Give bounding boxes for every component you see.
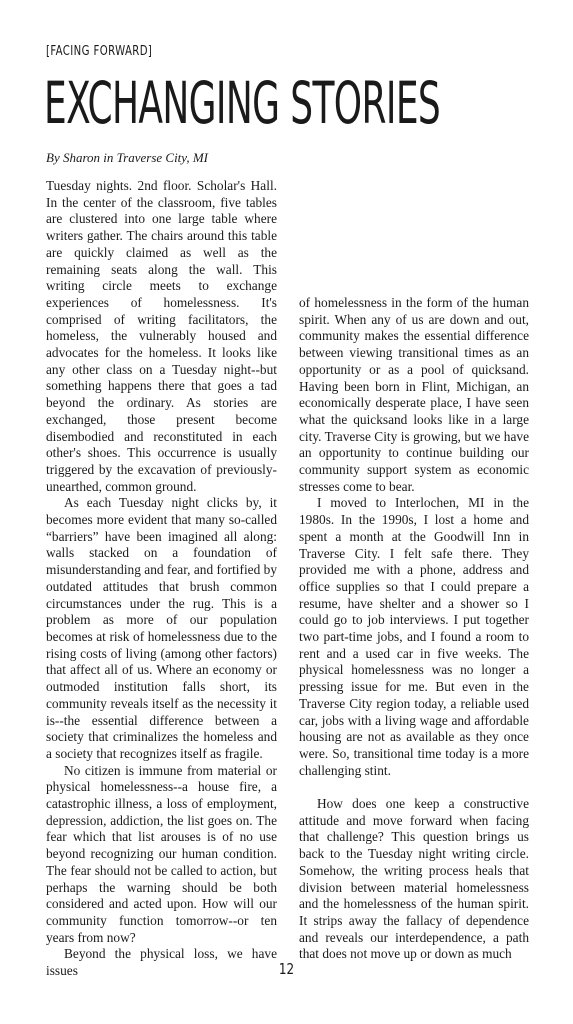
- article-title: EXCHANGING STORIES: [44, 69, 441, 137]
- page-number: 12: [278, 960, 295, 978]
- paragraph: of homelessness in the form of the human spirit. When any of us are down and out, community makes the essential difference between viewing transitional times as an opportunity or as a pool of quicksand. Having been born in Flint, Michigan, an economically desperate place, I have seen what the quicksand looks like in a large city. Traverse City is growing, but we have an opportunity to continue building our community support system as economic stresses come to bear.: [299, 295, 529, 494]
- paragraph: I moved to Interlochen, MI in the 1980s. In the 1990s, I lost a home and spent a month at the Goodwill Inn in Traverse City. I felt safe there. They provided me with a phone, address and office supplies so that I could prepare a resume, have shelter and a shower so I could go to job interviews. I put together two part-time jobs, and I found a room to rent and a used car in five weeks. The physical homelessness was no longer a pressing issue for me. But even in the Traverse City region today, a reliable used car, jobs with a living wage and affordable housing are not as available as they once were. So, transitional time today is a more challenging stint.: [299, 495, 529, 778]
- byline: By Sharon in Traverse City, MI: [46, 150, 209, 165]
- right-column: [299, 295, 529, 963]
- paragraph: As each Tuesday night clicks by, it becomes more evident that many so-called “barriers” have been imagined all along: walls stacked on a foundation of misunderstanding and fear, and fortified by outdated attitudes that brush common circumstances under the rug. This is a problem as more of our population becomes at risk of homelessness due to the rising costs of living (among other factors) that affect all of us. Where an economy or outmoded institution falls short, its community reveals itself as the necessity it is--the essential difference between a society that criminalizes the homeless and a society that recognizes itself as fragile.: [46, 495, 277, 761]
- left-column: [46, 178, 277, 980]
- paragraph: Beyond the physical loss, we have issues: [46, 946, 277, 979]
- paragraph-gap: [299, 779, 529, 796]
- section-kicker: [FACING FORWARD]: [46, 44, 153, 59]
- paragraph: No citizen is immune from material or physical homelessness--a house fire, a catastrophic illness, a loss of employment, depression, addiction, the list goes on. The fear which that list arouses is of no use beyond recognizing our human condition. The fear should not be called to action, but perhaps the warning should be both considered and acted upon. How will our community function tomorrow--or ten years from now?: [46, 762, 277, 945]
- paragraph: Tuesday nights. 2nd floor. Scholar's Hall. In the center of the classroom, five tables are clustered into one large table where writers gather. The chairs around this table are quickly claimed as well as the remaining seats along the wall. This writing circle meets to exchange experiences of homelessness. It's comprised of writing facilitators, the homeless, the vulnerably housed and advocates for the homeless. It looks like any other class on a Tuesday night--but something happens there that goes a tad beyond the ordinary. As stories are exchanged, those present become disembodied and reconstituted in each other's shoes. This occurrence is usually triggered by the excavation of previously-unearthed, common ground.: [46, 178, 277, 494]
- paragraph: How does one keep a constructive attitude and move forward when facing that challenge? This question brings us back to the Tuesday night writing circle. Somehow, the writing process heals that division between material homelessness and the homelessness of the human spirit. It strips away the fallacy of dependence and reveals our interdependence, a path that does not move up or down as much: [299, 796, 529, 962]
